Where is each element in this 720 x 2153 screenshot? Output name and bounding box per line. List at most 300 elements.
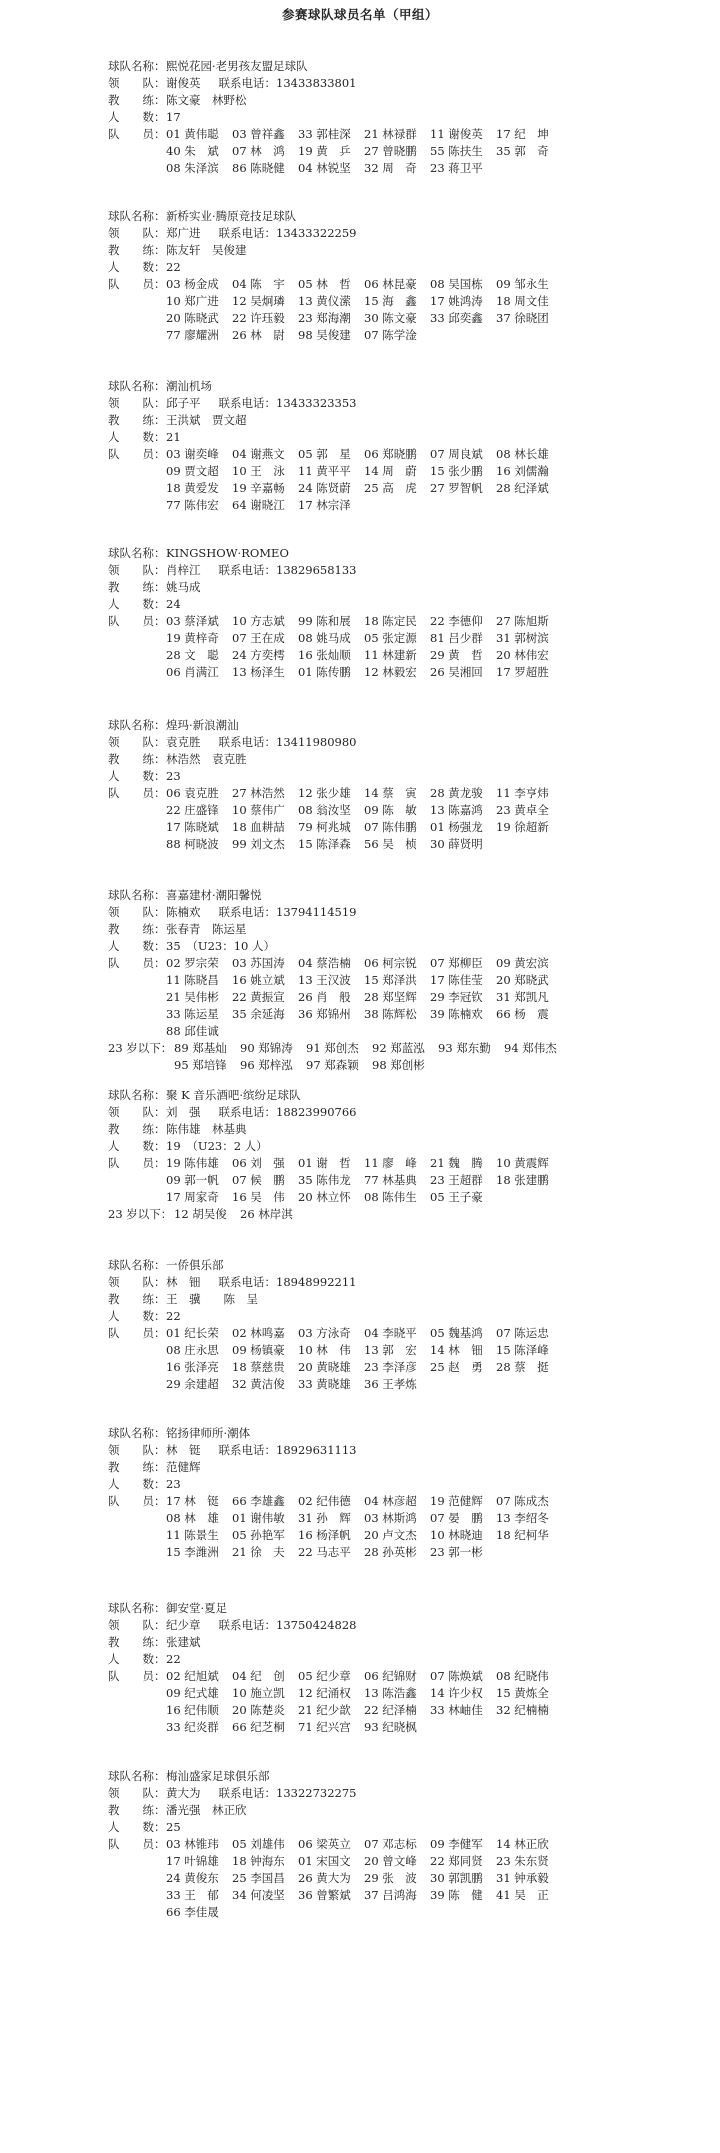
players-label: 队 员：	[108, 1837, 166, 1851]
player-entry: 30 薛贤明	[430, 837, 483, 851]
player-entry: 19 徐超新	[496, 820, 549, 834]
phone-number: 18929631113	[276, 1443, 357, 1457]
player-entry: 19 范健辉	[430, 1494, 483, 1508]
leader-name: 郑广进	[166, 226, 201, 240]
player-entry: 22 许珏毅	[232, 311, 285, 325]
player-entry: 39 陈 健	[430, 1888, 483, 1902]
player-entry: 11 廖 峰	[364, 1156, 417, 1170]
player-entry: 13 杨泽生	[232, 665, 285, 679]
player-entry: 18 纪柯华	[496, 1528, 549, 1542]
player-entry: 19 黄 乒	[298, 144, 351, 158]
player-entry: 05 王子豪	[430, 1190, 483, 1204]
players-label: 队 员：	[108, 1326, 166, 1340]
count-label-row	[108, 1819, 708, 1836]
player-entry: 97 郑森颖	[306, 1058, 359, 1072]
leader-label: 领 队：	[108, 226, 166, 240]
player-entry: 55 陈扶生	[430, 144, 483, 158]
player-entry: 26 黄大为	[298, 1871, 351, 1885]
player-entry: 05 郭 星	[298, 447, 351, 461]
coach-names: 范健辉	[166, 1460, 201, 1474]
team-name-label-row	[108, 1257, 708, 1274]
player-entry: 32 周 奇	[364, 161, 417, 175]
count-label-row	[108, 596, 708, 613]
player-entry: 41 吴 正	[496, 1888, 549, 1902]
player-entry: 12 纪涌权	[298, 1686, 351, 1700]
players-row	[108, 785, 708, 853]
player-entry: 09 邹永生	[496, 277, 549, 291]
player-count: 35 （U23：10 人）	[166, 939, 275, 953]
phone-label: 联系电话：	[218, 76, 276, 90]
player-entry: 07 陈成杰	[496, 1494, 549, 1508]
player-entry: 79 柯兆城	[298, 820, 351, 834]
leader-name: 黄大为	[166, 1786, 201, 1800]
player-entry: 20 林立怀	[298, 1190, 351, 1204]
player-entry: 14 蔡 寅	[364, 786, 417, 800]
player-entry: 08 林 雄	[166, 1511, 219, 1525]
player-entry: 20 陈晓武	[166, 311, 219, 325]
team-name-label-row	[108, 1600, 708, 1617]
team-name: 熙悦花园·老男孩友盟足球队	[166, 59, 308, 73]
leader-name: 肖梓江	[166, 563, 201, 577]
player-entry: 14 许少权	[430, 1686, 483, 1700]
player-entry: 33 黄晓雄	[298, 1377, 351, 1391]
player-entry: 93 纪晓枫	[364, 1720, 417, 1734]
player-entry: 07 陈运忠	[496, 1326, 549, 1340]
coach-label-row	[108, 921, 708, 938]
player-entry: 11 李亨炜	[496, 786, 549, 800]
u23-row	[108, 1206, 708, 1223]
count-label: 人 数：	[108, 1820, 166, 1834]
player-entry: 27 林浩然	[232, 786, 285, 800]
player-entry: 90 郑锦涛	[240, 1041, 293, 1055]
player-entry: 18 钟海东	[232, 1854, 285, 1868]
player-entry: 07 王在成	[232, 631, 285, 645]
player-entry: 16 姚立斌	[232, 973, 285, 987]
player-entry: 23 黄卓全	[496, 803, 549, 817]
player-entry: 14 林正欣	[496, 1837, 549, 1851]
leader-name: 纪少章	[166, 1618, 201, 1632]
player-entry: 07 晏 鹏	[430, 1511, 483, 1525]
player-entry: 01 谢伟敏	[232, 1511, 285, 1525]
players-row	[108, 1836, 708, 1921]
players-label: 队 员：	[108, 614, 166, 628]
player-entry: 09 陈 敏	[364, 803, 417, 817]
coach-label-row	[108, 1459, 708, 1476]
players-label: 队 员：	[108, 1494, 166, 1508]
player-entry: 23 李泽彦	[364, 1360, 417, 1374]
player-entry: 15 海 鑫	[364, 294, 417, 308]
player-entry: 88 柯晓波	[166, 837, 219, 851]
player-entry: 01 黄伟聪	[166, 127, 219, 141]
player-entry: 77 廖耀洲	[166, 328, 219, 342]
player-entry: 20 林伟宏	[496, 648, 549, 662]
player-entry: 31 孙 辉	[298, 1511, 351, 1525]
player-entry: 13 郭 宏	[364, 1343, 417, 1357]
player-entry: 08 翁汝坚	[298, 803, 351, 817]
player-entry: 28 郑坚辉	[364, 990, 417, 1004]
u23-grid	[174, 1040, 570, 1074]
count-label: 人 数：	[108, 1309, 166, 1323]
player-entry: 15 陈泽峰	[496, 1343, 549, 1357]
player-entry: 71 纪兴宫	[298, 1720, 351, 1734]
coach-label-row	[108, 1291, 708, 1308]
leader-label-row	[108, 734, 708, 751]
player-entry: 22 黄振宣	[232, 990, 285, 1004]
player-entry: 28 蔡 挺	[496, 1360, 549, 1374]
player-entry: 66 杨 震	[496, 1007, 549, 1021]
team-name-label-row	[108, 378, 708, 395]
player-entry: 07 郑柳臣	[430, 956, 483, 970]
team-name: KINGSHOW·ROMEO	[166, 546, 289, 560]
count-label: 人 数：	[108, 939, 166, 953]
player-entry: 10 郑广进	[166, 294, 219, 308]
player-entry: 06 刘 强	[232, 1156, 285, 1170]
player-entry: 20 陈楚炎	[232, 1703, 285, 1717]
player-entry: 08 庄永思	[166, 1343, 219, 1357]
phone-number: 13411980980	[276, 735, 357, 749]
count-label-row	[108, 1308, 708, 1325]
player-entry: 18 黄爱发	[166, 481, 219, 495]
coach-names: 潘光强 林正欣	[166, 1803, 247, 1817]
players-grid	[166, 126, 562, 177]
count-label: 人 数：	[108, 1477, 166, 1491]
coach-label: 教 练：	[108, 580, 166, 594]
leader-label-row	[108, 904, 708, 921]
u23-label: 23 岁以下：	[108, 1041, 173, 1055]
player-entry: 09 黄宏滨	[496, 956, 549, 970]
player-entry: 24 陈贤蔚	[298, 481, 351, 495]
player-entry: 20 黄晓雄	[298, 1360, 351, 1374]
player-entry: 05 张定源	[364, 631, 417, 645]
player-entry: 15 黄炼全	[496, 1686, 549, 1700]
team-block	[108, 1257, 708, 1393]
player-entry: 23 郭一彬	[430, 1545, 483, 1559]
player-entry: 26 吴湘回	[430, 665, 483, 679]
player-entry: 36 曾繁斌	[298, 1888, 351, 1902]
player-entry: 01 杨强龙	[430, 820, 483, 834]
player-entry: 23 郑海潮	[298, 311, 351, 325]
player-entry: 06 林昆豪	[364, 277, 417, 291]
team-block	[108, 1600, 708, 1736]
coach-names: 张建斌	[166, 1635, 201, 1649]
player-entry: 06 柯宗锐	[364, 956, 417, 970]
team-name-label: 球队名称：	[108, 546, 166, 560]
team-name-label: 球队名称：	[108, 59, 166, 73]
player-entry: 08 吴国栋	[430, 277, 483, 291]
player-entry: 64 谢晓江	[232, 498, 285, 512]
coach-label-row	[108, 412, 708, 429]
count-label-row	[108, 768, 708, 785]
player-entry: 17 陈晓斌	[166, 820, 219, 834]
player-entry: 25 赵 勇	[430, 1360, 483, 1374]
player-entry: 06 肖满江	[166, 665, 219, 679]
coach-label: 教 练：	[108, 922, 166, 936]
player-entry: 21 吴伟彬	[166, 990, 219, 1004]
phone-label: 联系电话：	[218, 1443, 276, 1457]
team-name: 潮汕机场	[166, 379, 212, 393]
team-block	[108, 887, 708, 1074]
leader-label-row	[108, 1617, 708, 1634]
phone-label: 联系电话：	[218, 1618, 276, 1632]
u23-grid	[174, 1206, 570, 1223]
count-label: 人 数：	[108, 1652, 166, 1666]
player-entry: 04 纪 创	[232, 1669, 285, 1683]
player-entry: 11 陈晓昌	[166, 973, 219, 987]
player-entry: 22 李德仰	[430, 614, 483, 628]
player-entry: 17 林 铤	[166, 1494, 219, 1508]
player-entry: 96 郑梓泓	[240, 1058, 293, 1072]
player-entry: 22 马志平	[298, 1545, 351, 1559]
leader-label: 领 队：	[108, 1275, 166, 1289]
count-label: 人 数：	[108, 110, 166, 124]
player-entry: 11 陈景生	[166, 1528, 219, 1542]
player-entry: 17 姚鸿涛	[430, 294, 483, 308]
player-entry: 13 李绍冬	[496, 1511, 549, 1525]
players-grid	[166, 613, 562, 681]
players-label: 队 员：	[108, 956, 166, 970]
team-name-label: 球队名称：	[108, 1769, 166, 1783]
team-block	[108, 378, 708, 514]
coach-label: 教 练：	[108, 1292, 166, 1306]
player-entry: 07 陈学淦	[364, 328, 417, 342]
team-name: 一侨俱乐部	[166, 1258, 224, 1272]
team-block	[108, 1768, 708, 1921]
player-entry: 03 谢奕峰	[166, 447, 219, 461]
player-entry: 26 林岸淇	[240, 1207, 293, 1221]
player-entry: 11 黄平平	[298, 464, 351, 478]
leader-label-row	[108, 225, 708, 242]
player-entry: 02 罗宗荣	[166, 956, 219, 970]
u23-row	[108, 1040, 708, 1074]
player-entry: 27 曾晓鹏	[364, 144, 417, 158]
player-entry: 77 陈伟宏	[166, 498, 219, 512]
phone-number: 13433322259	[276, 226, 357, 240]
leader-label-row	[108, 1442, 708, 1459]
player-entry: 29 黄 哲	[430, 648, 483, 662]
team-name-label: 球队名称：	[108, 718, 166, 732]
players-row	[108, 1325, 708, 1393]
phone-label: 联系电话：	[218, 396, 276, 410]
leader-name: 邱子平	[166, 396, 201, 410]
player-entry: 30 郭凯鹏	[430, 1871, 483, 1885]
players-grid	[166, 955, 562, 1040]
player-entry: 08 陈伟生	[364, 1190, 417, 1204]
player-entry: 21 林禄群	[364, 127, 417, 141]
player-entry: 22 纪泽楠	[364, 1703, 417, 1717]
phone-label: 联系电话：	[218, 226, 276, 240]
phone-number: 13794114519	[276, 905, 357, 919]
player-entry: 30 陈文豪	[364, 311, 417, 325]
player-entry: 10 蔡伟广	[232, 803, 285, 817]
player-count: 17	[166, 110, 181, 124]
count-label-row	[108, 1476, 708, 1493]
player-entry: 39 陈楠欢	[430, 1007, 483, 1021]
leader-name: 林 钿	[166, 1275, 201, 1289]
player-entry: 29 李冠钦	[430, 990, 483, 1004]
player-entry: 24 黄俊东	[166, 1871, 219, 1885]
team-name-label: 球队名称：	[108, 1426, 166, 1440]
players-row	[108, 1668, 708, 1736]
player-entry: 99 陈和展	[298, 614, 351, 628]
players-label: 队 员：	[108, 277, 166, 291]
leader-label: 领 队：	[108, 1786, 166, 1800]
player-entry: 66 李佳晟	[166, 1905, 219, 1919]
leader-label-row	[108, 75, 708, 92]
coach-label-row	[108, 1802, 708, 1819]
player-entry: 01 谢 哲	[298, 1156, 351, 1170]
player-entry: 18 陈定民	[364, 614, 417, 628]
player-count: 23	[166, 769, 181, 783]
player-entry: 12 林毅宏	[364, 665, 417, 679]
player-entry: 12 张少雄	[298, 786, 351, 800]
phone-number: 13322732275	[276, 1786, 357, 1800]
players-row	[108, 446, 708, 514]
phone-number: 18948992211	[276, 1275, 357, 1289]
leader-label: 领 队：	[108, 1105, 166, 1119]
player-entry: 18 血耕喆	[232, 820, 285, 834]
team-name-label: 球队名称：	[108, 1258, 166, 1272]
player-entry: 37 徐晓团	[496, 311, 549, 325]
coach-names: 张春青 陈运星	[166, 922, 247, 936]
player-entry: 40 朱 斌	[166, 144, 219, 158]
coach-label-row	[108, 751, 708, 768]
player-entry: 07 候 鹏	[232, 1173, 285, 1187]
player-entry: 17 罗超胜	[496, 665, 549, 679]
player-entry: 08 姚马成	[298, 631, 351, 645]
player-entry: 31 郑凯凡	[496, 990, 549, 1004]
count-label: 人 数：	[108, 260, 166, 274]
player-entry: 04 谢燕文	[232, 447, 285, 461]
player-count: 22	[166, 1652, 181, 1666]
count-label-row	[108, 259, 708, 276]
player-entry: 25 高 虎	[364, 481, 417, 495]
players-grid	[166, 1836, 562, 1921]
coach-names: 王 骥 陈 呈	[166, 1292, 258, 1306]
leader-label: 领 队：	[108, 563, 166, 577]
player-entry: 03 林锥玮	[166, 1837, 219, 1851]
player-entry: 06 纪锦财	[364, 1669, 417, 1683]
player-entry: 22 郑同贤	[430, 1854, 483, 1868]
player-count: 21	[166, 430, 181, 444]
coach-names: 陈文豪 林野松	[166, 93, 247, 107]
player-entry: 05 孙艳军	[232, 1528, 285, 1542]
player-entry: 06 袁克胜	[166, 786, 219, 800]
team-name-label-row	[108, 1087, 708, 1104]
player-entry: 13 陈浩鑫	[364, 1686, 417, 1700]
player-entry: 95 郑培锋	[174, 1058, 227, 1072]
player-entry: 05 林 哲	[298, 277, 351, 291]
team-name-label: 球队名称：	[108, 1601, 166, 1615]
team-block	[108, 545, 708, 681]
players-grid	[166, 1668, 562, 1736]
player-entry: 23 朱东贤	[496, 1854, 549, 1868]
team-name-label: 球队名称：	[108, 888, 166, 902]
player-entry: 12 吴炯璘	[232, 294, 285, 308]
team-block	[108, 208, 708, 344]
team-block	[108, 1425, 708, 1561]
player-entry: 17 陈佳莹	[430, 973, 483, 987]
count-label-row	[108, 938, 708, 955]
player-entry: 20 卢文杰	[364, 1528, 417, 1542]
leader-label: 领 队：	[108, 1618, 166, 1632]
team-name-label: 球队名称：	[108, 1088, 166, 1102]
player-entry: 10 黄震辉	[496, 1156, 549, 1170]
player-entry: 02 林鸣嘉	[232, 1326, 285, 1340]
phone-number: 13433323353	[276, 396, 357, 410]
players-grid	[166, 446, 562, 514]
player-entry: 33 邱奕鑫	[430, 311, 483, 325]
coach-label-row	[108, 579, 708, 596]
player-entry: 09 郭一帆	[166, 1173, 219, 1187]
player-entry: 21 徐 夫	[232, 1545, 285, 1559]
leader-name: 袁克胜	[166, 735, 201, 749]
player-entry: 89 郑基灿	[174, 1041, 227, 1055]
leader-label: 领 队：	[108, 396, 166, 410]
player-entry: 56 吴 桢	[364, 837, 417, 851]
players-row	[108, 1493, 708, 1561]
player-entry: 14 林 钿	[430, 1343, 483, 1357]
team-name-label: 球队名称：	[108, 209, 166, 223]
player-entry: 28 孙英彬	[364, 1545, 417, 1559]
player-entry: 23 蒋卫平	[430, 161, 483, 175]
player-entry: 21 魏 腾	[430, 1156, 483, 1170]
player-entry: 03 林斯鸿	[364, 1511, 417, 1525]
player-entry: 37 吕鸿海	[364, 1888, 417, 1902]
player-entry: 15 李潍洲	[166, 1545, 219, 1559]
leader-label: 领 队：	[108, 905, 166, 919]
player-entry: 17 叶锦雄	[166, 1854, 219, 1868]
team-name: 御安堂·夏足	[166, 1601, 228, 1615]
document-title: 参赛球队球员名单（甲组）	[281, 7, 438, 22]
player-entry: 22 庄盛锋	[166, 803, 219, 817]
player-entry: 11 林建新	[364, 648, 417, 662]
player-entry: 32 纪楠楠	[496, 1703, 549, 1717]
coach-names: 陈友轩 吴俊建	[166, 243, 247, 257]
player-entry: 08 林长雄	[496, 447, 549, 461]
leader-label-row	[108, 1104, 708, 1121]
player-entry: 23 王超群	[430, 1173, 483, 1187]
player-entry: 15 陈泽森	[298, 837, 351, 851]
player-entry: 08 朱泽滨	[166, 161, 219, 175]
player-entry: 77 林基典	[364, 1173, 417, 1187]
player-entry: 10 王 泳	[232, 464, 285, 478]
count-label: 人 数：	[108, 769, 166, 783]
phone-label: 联系电话：	[218, 1786, 276, 1800]
player-entry: 16 纪伟顺	[166, 1703, 219, 1717]
player-entry: 02 纪伟德	[298, 1494, 351, 1508]
team-name: 新桥实业·腾原竞技足球队	[166, 209, 297, 223]
player-entry: 04 陈 宇	[232, 277, 285, 291]
player-entry: 16 刘儒瀚	[496, 464, 549, 478]
player-entry: 34 何凌坚	[232, 1888, 285, 1902]
player-entry: 81 吕少群	[430, 631, 483, 645]
player-entry: 05 纪少章	[298, 1669, 351, 1683]
player-entry: 18 蔡慈贵	[232, 1360, 285, 1374]
leader-label-row	[108, 562, 708, 579]
coach-names: 陈伟雄 林基典	[166, 1122, 247, 1136]
player-entry: 01 宋国文	[298, 1854, 351, 1868]
player-entry: 28 文 聪	[166, 648, 219, 662]
player-entry: 16 杨泽帆	[298, 1528, 351, 1542]
leader-label-row	[108, 1785, 708, 1802]
player-entry: 35 陈伟龙	[298, 1173, 351, 1187]
player-entry: 16 张泽亮	[166, 1360, 219, 1374]
coach-names: 林浩然 袁克胜	[166, 752, 247, 766]
players-label: 队 员：	[108, 1669, 166, 1683]
player-entry: 94 郑伟杰	[504, 1041, 557, 1055]
team-name-label-row	[108, 717, 708, 734]
players-row	[108, 955, 708, 1040]
